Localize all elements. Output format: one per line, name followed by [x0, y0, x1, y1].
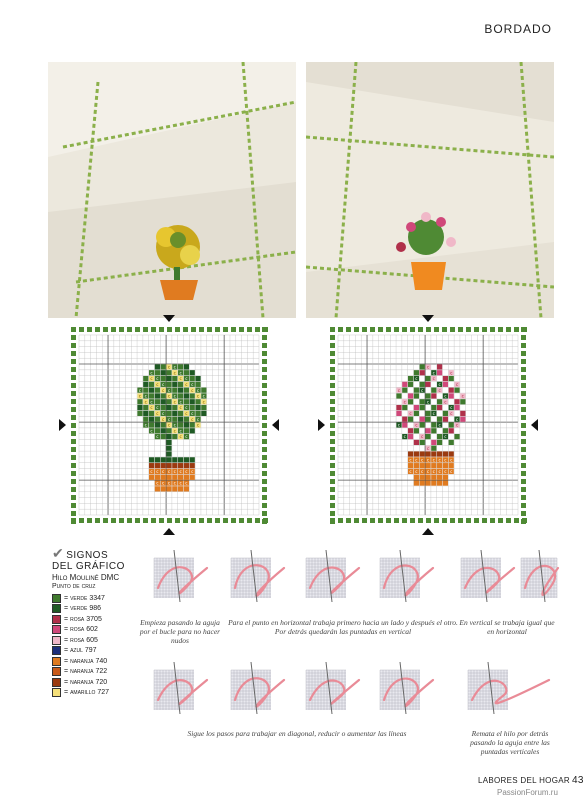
svg-text:c: c [156, 376, 159, 382]
svg-text:c: c [162, 387, 165, 393]
svg-text:c: c [167, 387, 171, 393]
color-swatch [52, 636, 61, 645]
svg-text:c: c [450, 457, 453, 463]
svg-text:c: c [162, 416, 165, 422]
color-swatch [52, 678, 61, 687]
svg-text:c: c [450, 410, 453, 416]
legend-item: = amarillo 727 [52, 688, 144, 699]
svg-text:c: c [167, 422, 171, 428]
svg-text:c: c [432, 469, 435, 475]
svg-text:c: c [438, 387, 441, 393]
svg-text:c: c [415, 457, 418, 463]
chart-legend [52, 545, 144, 698]
legend-item: = naranja 722 [52, 667, 144, 678]
page-footer: LABORES DEL HOGAR 43 [478, 775, 584, 786]
checkmark-icon: ✔ [52, 545, 65, 561]
svg-text:c: c [156, 434, 159, 440]
caption-finish: Remata el hilo por detrás pasando la aguja entre las puntadas verticales [470, 729, 550, 756]
triangle-marker-icon [422, 315, 434, 322]
svg-text:c: c [415, 422, 418, 428]
svg-text:c: c [150, 428, 153, 434]
svg-text:c: c [156, 469, 159, 475]
triangle-marker-icon [531, 419, 538, 431]
svg-text:c: c [150, 405, 153, 411]
step-illustration [148, 548, 210, 610]
svg-text:c: c [461, 393, 464, 399]
svg-text:c: c [397, 387, 401, 393]
step-illustration [225, 548, 287, 610]
section-header: BORDADO [484, 22, 552, 36]
caption-vertical: En vertical se trabaja igual que en horizontal [459, 618, 555, 636]
svg-text:c: c [173, 370, 176, 376]
svg-text:c: c [444, 434, 447, 440]
svg-text:c: c [162, 410, 165, 416]
svg-text:c: c [403, 399, 406, 405]
color-swatch [52, 646, 61, 655]
svg-text:c: c [444, 399, 447, 405]
svg-text:c: c [444, 469, 447, 475]
svg-text:c: c [156, 381, 159, 387]
legend-thread: Hilo Mouliné DMC [52, 573, 120, 582]
svg-text:c: c [415, 376, 418, 382]
svg-text:c: c [438, 469, 441, 475]
svg-text:c: c [179, 405, 182, 411]
svg-text:c: c [432, 410, 435, 416]
triangle-marker-icon [422, 528, 434, 535]
caption-diagonal: Sigue los pasos para trabajar en diagonal, reducir o aumentar las líneas [187, 729, 407, 738]
svg-text:c: c [185, 405, 188, 411]
step-illustration [374, 548, 436, 610]
svg-text:c: c [426, 457, 430, 463]
svg-text:c: c [185, 434, 188, 440]
svg-text:c: c [167, 393, 171, 399]
svg-text:c: c [156, 480, 159, 486]
svg-text:c: c [455, 381, 459, 387]
svg-text:c: c [191, 410, 194, 416]
legend-item: = verde 3347 [52, 593, 144, 604]
svg-text:c: c [426, 469, 430, 475]
svg-text:c: c [421, 434, 424, 440]
legend-item: = rosa 602 [52, 625, 144, 636]
legend-item: = naranja 740 [52, 656, 144, 667]
svg-text:c: c [432, 376, 435, 382]
svg-text:c: c [179, 376, 182, 382]
svg-text:c: c [179, 370, 182, 376]
step-illustration [300, 548, 362, 610]
svg-text:c: c [173, 480, 176, 486]
legend-item: = rosa 3705 [52, 614, 144, 625]
legend-list [52, 593, 144, 698]
svg-text:c: c [185, 469, 188, 475]
triangle-marker-icon [318, 419, 325, 431]
pattern-chart-tree [69, 325, 269, 525]
embroidered-napkin-flower-photo [306, 62, 554, 318]
svg-text:c: c [167, 480, 171, 486]
svg-text:c: c [150, 399, 153, 405]
svg-text:c: c [173, 393, 176, 399]
svg-text:c: c [426, 445, 430, 451]
svg-text:c: c [162, 381, 165, 387]
color-swatch [52, 615, 61, 624]
svg-text:c: c [196, 416, 200, 422]
svg-text:c: c [450, 469, 453, 475]
step-illustration [300, 660, 362, 720]
color-swatch [52, 667, 61, 676]
svg-text:c: c [455, 422, 459, 428]
svg-text:c: c [196, 393, 200, 399]
svg-text:c: c [138, 393, 142, 399]
svg-text:c: c [185, 410, 188, 416]
color-swatch [52, 657, 61, 666]
watermark: PassionForum.ru [497, 788, 558, 797]
color-swatch [52, 688, 61, 697]
svg-text:c: c [162, 480, 165, 486]
svg-text:c: c [144, 393, 147, 399]
svg-text:c: c [179, 399, 182, 405]
svg-text:c: c [202, 399, 205, 405]
svg-text:c: c [179, 434, 182, 440]
svg-text:c: c [432, 457, 435, 463]
svg-text:c: c [421, 469, 424, 475]
svg-text:c: c [196, 387, 200, 393]
svg-text:c: c [196, 422, 200, 428]
svg-text:c: c [191, 381, 194, 387]
svg-text:c: c [438, 381, 441, 387]
svg-text:c: c [403, 434, 406, 440]
pattern-chart-flower [328, 325, 528, 525]
svg-text:c: c [432, 370, 435, 376]
svg-text:c: c [438, 457, 441, 463]
color-swatch [52, 625, 61, 634]
svg-text:c: c [421, 387, 424, 393]
svg-text:c: c [450, 405, 453, 411]
step-illustration [462, 660, 552, 720]
svg-text:c: c [173, 469, 176, 475]
svg-text:c: c [191, 469, 194, 475]
svg-text:c: c [409, 457, 412, 463]
step-illustration [455, 548, 517, 610]
svg-text:c: c [409, 410, 412, 416]
svg-text:c: c [150, 469, 153, 475]
step-illustration [374, 660, 436, 720]
legend-item: = rosa 605 [52, 635, 144, 646]
svg-text:c: c [162, 469, 165, 475]
svg-text:c: c [450, 370, 453, 376]
svg-text:c: c [144, 422, 147, 428]
triangle-marker-icon [59, 419, 66, 431]
svg-text:c: c [173, 422, 176, 428]
triangle-marker-icon [163, 315, 175, 322]
svg-text:c: c [397, 422, 401, 428]
legend-item: = verde 986 [52, 604, 144, 615]
triangle-marker-icon [272, 419, 279, 431]
svg-text:c: c [179, 469, 182, 475]
svg-text:c: c [438, 422, 441, 428]
svg-text:c: c [173, 399, 176, 405]
svg-text:c: c [202, 393, 205, 399]
embroidered-napkin-tree-photo [48, 62, 296, 318]
svg-text:c: c [409, 469, 412, 475]
color-swatch [52, 594, 61, 603]
svg-text:c: c [167, 364, 171, 370]
svg-text:c: c [173, 364, 176, 370]
svg-text:c: c [185, 381, 188, 387]
legend-item: = azul 797 [52, 646, 144, 657]
legend-title: ✔ SIGNOS DEL GRÁFICO [52, 545, 125, 572]
triangle-marker-icon [163, 528, 175, 535]
svg-text:c: c [138, 387, 142, 393]
caption-start: Empieza pasando la aguja por el bucle para no hacer nudos [139, 618, 221, 645]
legend-item: = naranja 720 [52, 677, 144, 688]
svg-text:c: c [444, 457, 447, 463]
step-illustration [515, 548, 561, 610]
svg-text:c: c [421, 457, 424, 463]
step-illustration [148, 660, 210, 720]
step-illustration [225, 660, 287, 720]
caption-horizontal: Para el punto en horizontal trabaja primero hacia un lado y después el otro. Por detrás quedarán las puntadas en vertical [228, 618, 458, 636]
svg-text:c: c [455, 416, 459, 422]
svg-text:c: c [156, 405, 159, 411]
svg-text:c: c [185, 480, 188, 486]
svg-text:c: c [150, 370, 153, 376]
svg-text:c: c [191, 416, 194, 422]
svg-text:c: c [173, 428, 176, 434]
svg-text:c: c [415, 469, 418, 475]
svg-text:c: c [444, 393, 447, 399]
svg-text:c: c [426, 399, 430, 405]
svg-text:c: c [167, 469, 171, 475]
svg-text:c: c [144, 399, 147, 405]
legend-stitch: Punto de cruz [52, 583, 96, 590]
svg-text:c: c [150, 376, 153, 382]
svg-text:c: c [156, 410, 159, 416]
svg-text:c: c [179, 480, 182, 486]
svg-text:c: c [179, 428, 182, 434]
svg-text:c: c [426, 364, 430, 370]
svg-text:c: c [191, 387, 194, 393]
page-number: 43 [571, 775, 584, 786]
svg-text:c: c [167, 416, 171, 422]
svg-text:c: c [185, 376, 188, 382]
color-swatch [52, 604, 61, 613]
